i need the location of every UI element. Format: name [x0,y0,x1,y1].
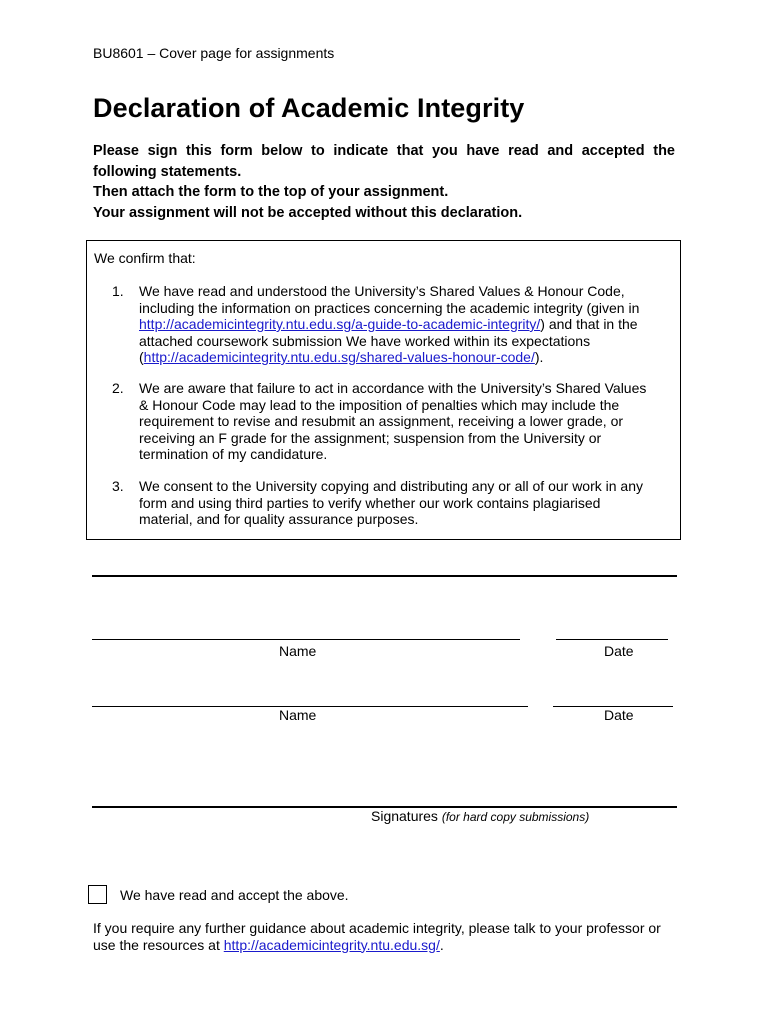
date-label-1: Date [604,643,634,659]
academic-integrity-site-link[interactable]: http://academicintegrity.ntu.edu.sg/ [223,936,440,953]
name-label-1: Name [279,643,317,659]
statement-text-part: ) and that in the attached coursework submission We have worked within its expectations ( [139,316,638,365]
statement-number: 2. [112,380,124,396]
confirmation-lead: We confirm that: [94,250,196,266]
statement-text: We consent to the University copying and distributing any or all of our work in any form and using third parties to verify whether our work contains plagiarised material, and for quality assurance purposes. [139,478,643,527]
accept-checkbox[interactable] [88,885,107,904]
guidance-text-part: . [439,936,444,953]
name-label-2: Name [279,707,317,723]
guidance-text [93,920,683,953]
academic-integrity-guide-link[interactable]: http://academicintegrity.ntu.edu.sg/a-guide-to-academic-integrity/ [139,316,541,332]
statement-text-part: ). [534,349,544,365]
section-divider-top [92,575,677,577]
statement-2 [112,380,657,463]
page-title: Declaration of Academic Integrity [93,93,525,123]
date-line-1[interactable] [556,639,668,640]
statement-number: 3. [112,478,124,494]
intro-instructions [93,141,675,223]
statement-number: 1. [112,283,124,299]
statement-text-part: We have read and understood the University’s Shared Values & Honour Code, including the information on practices concerning the academic integrity (given in [139,283,640,316]
signatures-caption [371,808,589,824]
guidance-text-part: If you require any further guidance about academic integrity, please talk to your professor or use the resources at [93,920,661,953]
intro-line-3: Your assignment will not be accepted without this declaration. [93,204,523,221]
intro-line-2: Then attach the form to the top of your assignment. [93,184,449,200]
accept-checkbox-label: We have read and accept the above. [120,887,349,903]
statement-3 [112,478,657,528]
name-line-1[interactable] [92,639,520,640]
signatures-label: Signatures [371,808,438,824]
signatures-note: (for hard copy submissions) [441,810,590,824]
intro-line-1: Please sign this form below to indicate that you have read and accepted the following statements. [93,143,675,180]
statement-text: We are aware that failure to act in accordance with the University’s Shared Values & Honour Code may lead to the imposition of penalties which may include the requirement to revise and resubmit an assignment, receiving a lower grade, or receiving an F grade for the assignment; suspension from the University or termination of my candidature. [139,380,647,462]
honour-code-link[interactable]: http://academicintegrity.ntu.edu.sg/shared-values-honour-code/ [143,349,535,365]
course-line: BU8601 – Cover page for assignments [93,45,335,61]
date-label-2: Date [604,707,634,723]
statement-1 [112,283,657,366]
statement-text [139,283,657,366]
